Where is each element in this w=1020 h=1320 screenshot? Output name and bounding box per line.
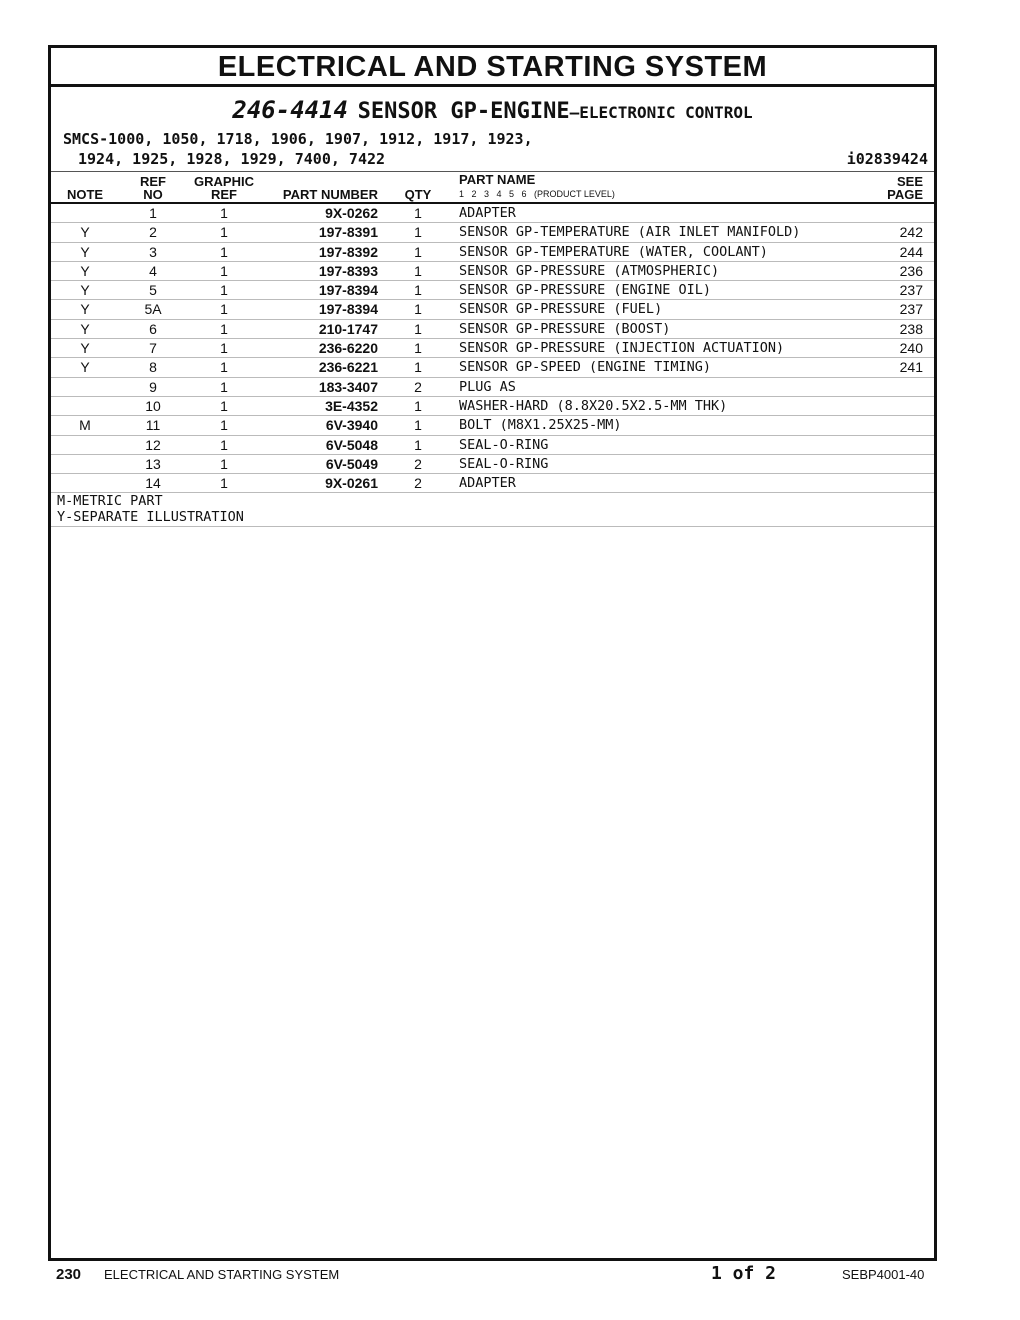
graphic-ref-cell: 1: [220, 436, 228, 453]
table-row: [51, 455, 934, 474]
graphic-ref-cell: 1: [220, 282, 228, 299]
ref-no-cell: 10: [145, 397, 161, 414]
see-page-cell: 237: [899, 301, 923, 318]
smcs-line-2: 1924, 1925, 1928, 1929, 7400, 7422: [78, 150, 386, 168]
table-row: [51, 262, 934, 281]
table-row: [51, 339, 934, 358]
qty-cell: 1: [414, 436, 422, 453]
graphic-ref-cell: 1: [220, 340, 228, 357]
note-cell: Y: [80, 262, 90, 279]
part-name-cell: PLUG AS: [459, 378, 516, 395]
ref-no-cell: 5: [149, 282, 157, 299]
qty-cell: 1: [414, 320, 422, 337]
table-row: [51, 378, 934, 397]
qty-cell: 2: [414, 378, 422, 395]
note-cell: Y: [80, 359, 90, 376]
part-number-cell: 197-8393: [318, 262, 378, 279]
note-cell: Y: [80, 301, 90, 318]
col-graphic-2: REF: [211, 187, 237, 202]
col-see-2: PAGE: [887, 187, 923, 202]
ref-no-cell: 2: [149, 224, 157, 241]
col-ref-1: REF: [140, 174, 166, 189]
ref-no-cell: 9: [149, 378, 157, 395]
part-number-cell: 210-1747: [318, 320, 378, 337]
smcs-block: [51, 125, 934, 172]
ref-no-cell: 4: [149, 262, 157, 279]
page-number: 230: [56, 1266, 82, 1283]
graphic-ref-cell: 1: [220, 455, 228, 472]
table-row: [51, 300, 934, 319]
group-part-number: 246-4414: [232, 96, 348, 124]
graphic-ref-cell: 1: [220, 378, 228, 395]
table-row: [51, 243, 934, 262]
parts-table-body: [51, 204, 934, 493]
part-number-cell: 6V-5048: [325, 436, 378, 453]
col-ref-2: NO: [143, 187, 163, 202]
ref-no-cell: 12: [145, 436, 161, 453]
part-number-cell: 183-3407: [318, 378, 378, 395]
note-cell: Y: [80, 340, 90, 357]
footer-section: ELECTRICAL AND STARTING SYSTEM: [104, 1267, 340, 1282]
part-name-cell: BOLT (M8X1.25X25-MM): [459, 417, 622, 434]
group-title: [51, 95, 934, 125]
col-product-level: 1 2 3 4 5 6 (PRODUCT LEVEL): [459, 189, 615, 199]
see-page-cell: 238: [899, 320, 923, 337]
doc-id: SEBP4001-40: [842, 1267, 925, 1282]
table-row: [51, 358, 934, 377]
col-note: NOTE: [66, 187, 104, 202]
table-row: [51, 416, 934, 435]
part-number-cell: 9X-0262: [325, 205, 378, 221]
page-footer: [0, 1263, 1020, 1287]
part-name-cell: SENSOR GP-TEMPERATURE (AIR INLET MANIFOLD): [459, 224, 801, 241]
note-cell: Y: [80, 320, 90, 337]
section-title: ELECTRICAL AND STARTING SYSTEM: [51, 48, 934, 87]
part-number-cell: 3E-4352: [325, 397, 378, 414]
graphic-ref-cell: 1: [220, 320, 228, 337]
see-page-cell: 244: [899, 243, 923, 260]
col-see-1: SEE: [896, 174, 923, 189]
ref-no-cell: 8: [149, 359, 157, 376]
qty-cell: 1: [414, 417, 422, 434]
col-part-number: PART NUMBER: [282, 187, 378, 202]
table-row: [51, 204, 934, 223]
table-row: [51, 474, 934, 493]
group-part-name: SENSOR GP-ENGINE: [357, 99, 570, 124]
part-number-cell: 197-8394: [318, 282, 378, 299]
qty-cell: 1: [414, 359, 422, 376]
note-cell: Y: [80, 224, 90, 241]
part-number-cell: 236-6220: [318, 340, 378, 357]
part-name-cell: SENSOR GP-PRESSURE (FUEL): [459, 301, 663, 318]
see-page-cell: 241: [899, 359, 923, 376]
part-name-cell: ADAPTER: [459, 475, 516, 492]
part-name-cell: SEAL-O-RING: [459, 455, 549, 472]
graphic-ref-cell: 1: [220, 301, 228, 318]
graphic-ref-cell: 1: [220, 224, 228, 241]
parts-table-header: [51, 172, 934, 204]
col-part-name: PART NAME: [459, 172, 536, 187]
ref-no-cell: 7: [149, 340, 157, 357]
see-page-cell: 237: [899, 282, 923, 299]
table-row: [51, 436, 934, 455]
part-number-cell: 197-8391: [318, 224, 378, 241]
table-row: [51, 397, 934, 416]
qty-cell: 2: [414, 475, 422, 492]
qty-cell: 1: [414, 205, 422, 221]
note-cell: Y: [80, 282, 90, 299]
qty-cell: 1: [414, 224, 422, 241]
group-part-desc: —ELECTRONIC CONTROL: [569, 103, 753, 122]
qty-cell: 1: [414, 301, 422, 318]
ref-no-cell: 14: [145, 475, 161, 492]
qty-cell: 1: [414, 282, 422, 299]
note-cell: Y: [80, 243, 90, 260]
qty-cell: 2: [414, 455, 422, 472]
part-name-cell: WASHER-HARD (8.8X20.5X2.5-MM THK): [459, 397, 728, 414]
graphic-ref-cell: 1: [220, 397, 228, 414]
ref-no-cell: 5A: [144, 301, 162, 318]
qty-cell: 1: [414, 262, 422, 279]
part-number-cell: 197-8394: [318, 301, 378, 318]
illustration-id: i02839424: [846, 150, 928, 168]
ref-no-cell: 6: [149, 320, 157, 337]
ref-no-cell: 3: [149, 243, 157, 260]
part-number-cell: 197-8392: [318, 243, 378, 260]
note-separate-illustration: Y-SEPARATE ILLUSTRATION: [57, 508, 244, 525]
qty-cell: 1: [414, 340, 422, 357]
part-name-cell: SENSOR GP-SPEED (ENGINE TIMING): [459, 359, 711, 376]
graphic-ref-cell: 1: [220, 205, 228, 221]
see-page-cell: 240: [899, 340, 923, 357]
smcs-line-1: SMCS-1000, 1050, 1718, 1906, 1907, 1912, 1917, 1923,: [63, 130, 533, 148]
part-name-cell: SENSOR GP-PRESSURE (BOOST): [459, 320, 671, 337]
part-name-cell: SENSOR GP-PRESSURE (INJECTION ACTUATION): [459, 340, 785, 357]
table-row: [51, 281, 934, 300]
page-of: 1 of 2: [711, 1263, 777, 1284]
qty-cell: 1: [414, 397, 422, 414]
part-number-cell: 9X-0261: [325, 475, 378, 492]
col-graphic-1: GRAPHIC: [194, 174, 254, 189]
part-name-cell: SENSOR GP-PRESSURE (ATMOSPHERIC): [459, 262, 720, 279]
note-metric: M-METRIC PART: [57, 493, 163, 510]
see-page-cell: 236: [899, 262, 923, 279]
qty-cell: 1: [414, 243, 422, 260]
graphic-ref-cell: 1: [220, 243, 228, 260]
table-row: [51, 320, 934, 339]
part-name-cell: SEAL-O-RING: [459, 436, 549, 453]
part-name-cell: SENSOR GP-TEMPERATURE (WATER, COOLANT): [459, 243, 768, 260]
part-name-cell: SENSOR GP-PRESSURE (ENGINE OIL): [459, 282, 711, 299]
part-number-cell: 6V-3940: [325, 417, 378, 434]
graphic-ref-cell: 1: [220, 475, 228, 492]
see-page-cell: 242: [899, 224, 923, 241]
graphic-ref-cell: 1: [220, 262, 228, 279]
page-frame: [48, 45, 937, 1261]
table-row: [51, 223, 934, 242]
part-name-cell: ADAPTER: [459, 205, 516, 221]
col-qty: QTY: [404, 187, 432, 202]
ref-no-cell: 11: [145, 417, 161, 434]
graphic-ref-cell: 1: [220, 359, 228, 376]
note-cell: M: [79, 417, 91, 434]
graphic-ref-cell: 1: [220, 417, 228, 434]
part-number-cell: 6V-5049: [325, 455, 378, 472]
ref-no-cell: 13: [145, 455, 161, 472]
notes-block: [51, 493, 934, 527]
part-number-cell: 236-6221: [318, 359, 378, 376]
ref-no-cell: 1: [149, 205, 157, 221]
